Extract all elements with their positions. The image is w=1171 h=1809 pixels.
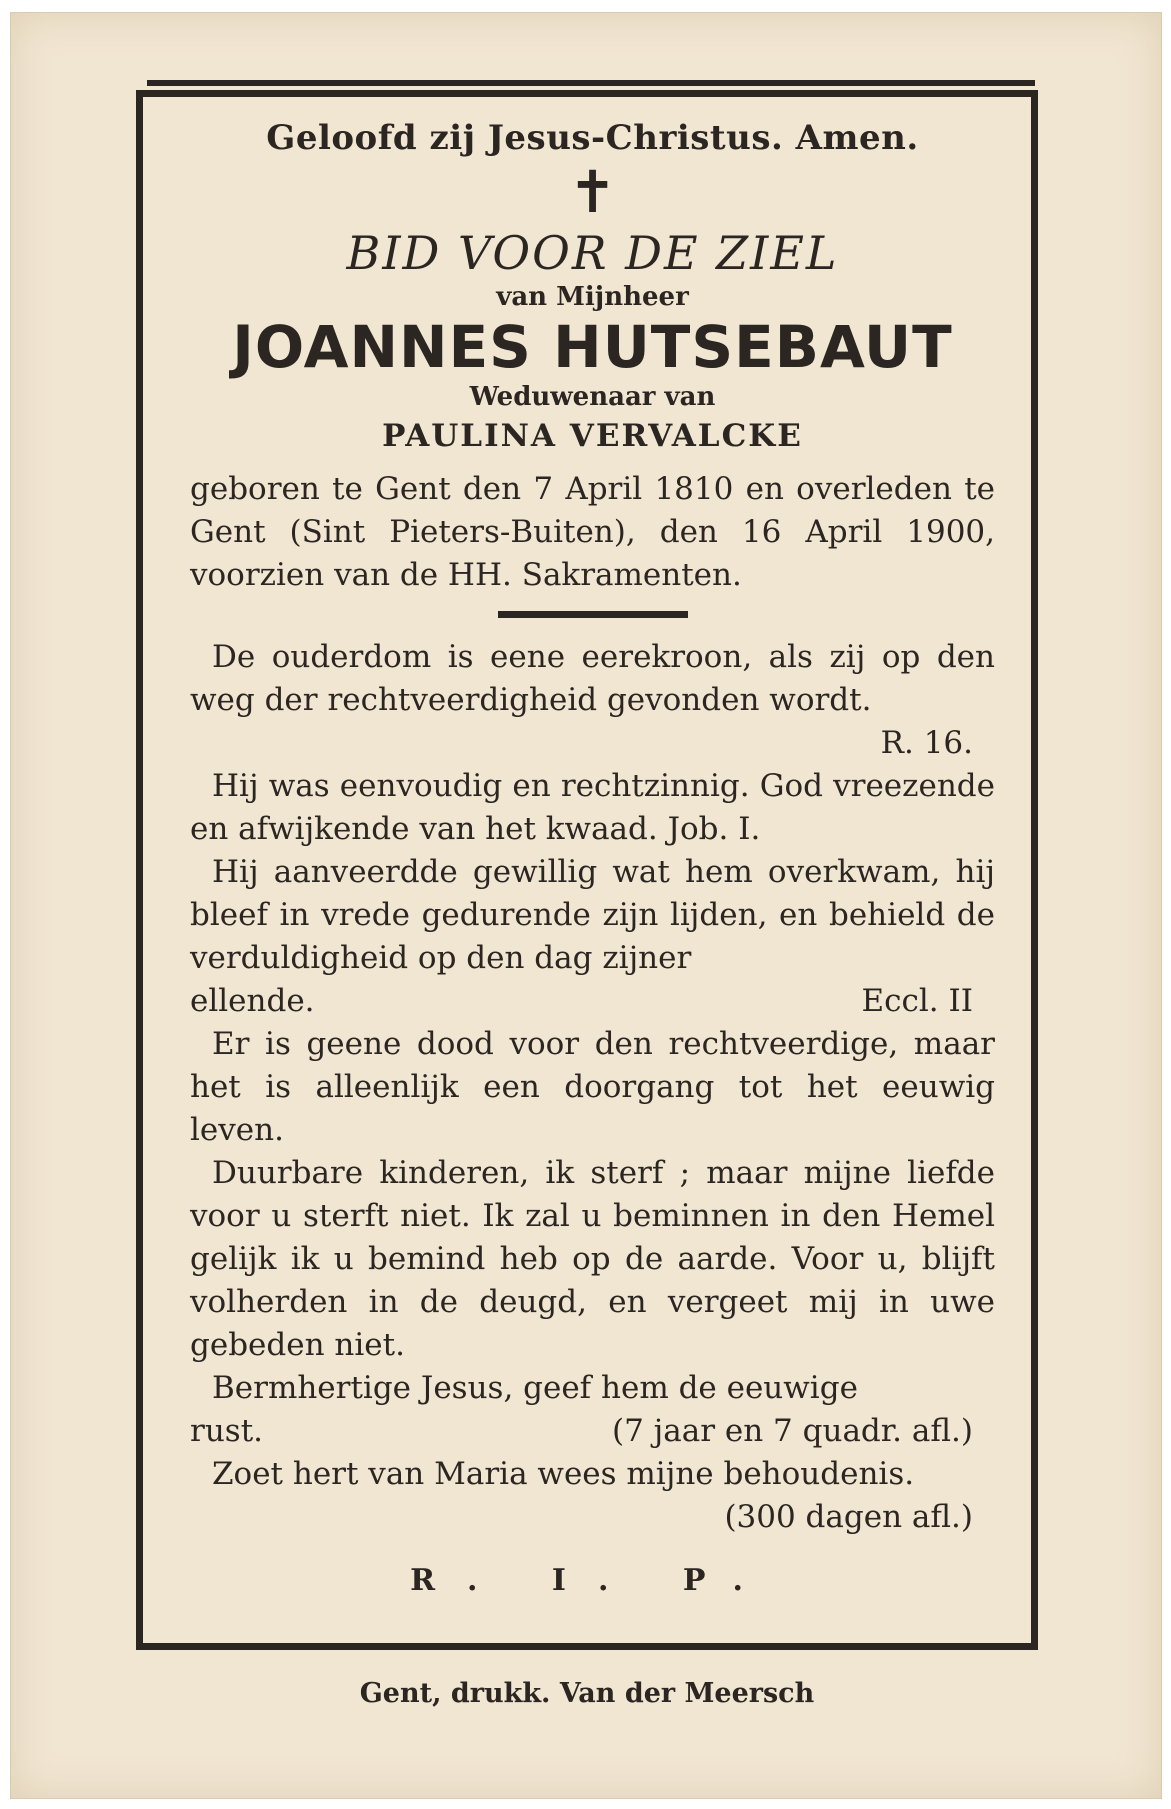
rip-closing: R. I. P. [410,1563,775,1598]
verse-1-reference: R. 16. [880,725,973,761]
card-content [190,106,995,1598]
cross-icon: ✝ [568,158,617,226]
verse-3-reference: Eccl. II [861,983,973,1019]
divider [498,611,688,618]
prayer-title: BID VOOR DE ZIEL [346,226,839,280]
prayer-1: Bermhertige Jesus, geef hem de eeuwige [212,1370,858,1406]
deceased-name: JOANNES HUTSEBAUT [232,313,953,381]
prayer-1-last-word: rust. [190,1413,264,1449]
printer-credit: Gent, drukk. Van der Meersch [359,1678,815,1709]
relation-label: Weduwenaar van [469,382,716,412]
verse-3: Hij aanveerdde gewillig wat hem overkwam, hij bleef in vrede gedurende zijn lijden, en behield de verduldigheid op den dag zijner [190,854,995,976]
prayer-1-indulgence: (7 jaar en 7 quadr. afl.) [611,1413,973,1449]
verse-3-last-word: ellende. [190,983,315,1019]
honorific: van Mijnheer [496,282,689,312]
invocation-line: Geloofd zij Jesus-Christus. Amen. [266,118,919,158]
verse-1: De ouderdom is eene eerekroon, als zij op den weg der rechtveerdigheid gevonden wordt. [190,639,995,718]
verse-3-end [190,980,995,1023]
birth-death-text: geboren te Gent den 7 April 1810 en overleden te Gent (Sint Pieters-Buiten), den 16 April 1900, voorzien van de HH. Sakramenten. [190,471,995,593]
verse-4: Er is geene dood voor den rechtveerdige, maar het is alleenlijk een doorgang tot het eeuwig leven. [190,1026,995,1148]
spouse-name: PAULINA VERVALCKE [382,418,803,454]
verse-2: Hij was eenvoudig en rechtzinnig. God vreezende en afwijkende van het kwaad. Job. I. [190,768,995,847]
prayer-2: Zoet hert van Maria wees mijne behoudenis. [212,1456,915,1492]
verse-5: Duurbare kinderen, ik sterf ; maar mijne liefde voor u sterft niet. Ik zal u beminnen in den Hemel gelijk ik u bemind heb op de aarde. Voor u, blijft volherden in de deugd, en vergeet mij in uwe gebeden niet. [190,1155,995,1363]
prayer-1-end [190,1410,995,1453]
prayer-2-indulgence: (300 dagen afl.) [724,1499,973,1535]
